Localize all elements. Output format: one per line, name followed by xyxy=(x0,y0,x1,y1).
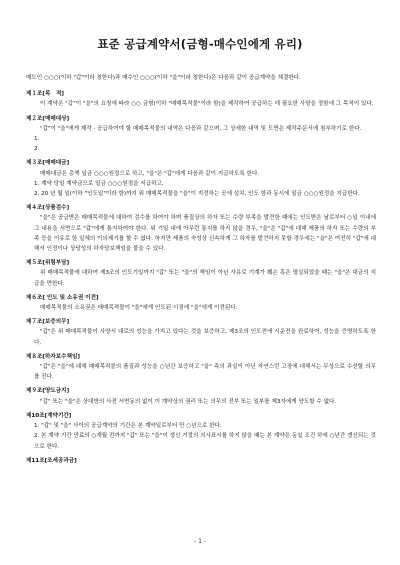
article-paragraph: "갑"은 위 매매목적물이 사양서 대로의 성능을 가지고 있다는 것을 보증하고, 제3조의 인도전에 시운전을 완료하여, 성능을 증명하도록 한다. xyxy=(34,329,376,346)
article-heading: 제11조[조세공과금] xyxy=(26,457,77,464)
document-body xyxy=(26,73,376,470)
article-list-item: 1. xyxy=(34,136,40,143)
article xyxy=(26,411,376,452)
article-paragraph: "갑"이 "을"에게 제작 · 공급하여야 할 매매목적물의 내역은 다음과 같으며, 그 상세한 내역 및 도면은 제작주문서에 첨부하기로 한다. xyxy=(40,125,362,132)
article xyxy=(26,293,376,313)
article-paragraph: 이 계약은 "갑"이 "을"의 요청에 따라 ○○ 금형(이하 "매매목적물"이라 함)을 제작하여 공급하는 데 필요한 사항을 정함에 그 목적이 있다. xyxy=(40,101,374,108)
article-paragraph: "을"은 공급받은 매매목적물에 대하여 검수를 하여야 하며 품질상의 하자 또는 수량 부족을 발견한 때에는 인도받은 날로부터 ○일 이내에 그 내용을 서면으로 "갑"에게 통지하여야 한다. 위 기일 내에 아무런 통지를 하지 않을 경우, "을"은 "갑"에 대해 제품의 하자 또는 수량의 부족 등을 이유로 한 일체의 이의제기를 할 수 없다. 하지만 제품의 숙성상 신속하게 그 하자를 발견하지 못할 경우에는 "을"은 여전히 "갑"에 대해서 인정이나 상당성의 하자담보책임을 물을 수 있다. xyxy=(34,215,376,253)
article-heading: 제３조[매매대금] xyxy=(26,160,70,167)
article xyxy=(26,317,376,348)
article xyxy=(26,258,376,289)
article xyxy=(26,158,376,199)
article-heading: 제４조[상품검수] xyxy=(26,205,70,212)
page-number: - 1 - xyxy=(194,538,206,545)
article-list-item: 2. 20 년 월 일(이하 "인도일"이라 함)까지 위 매매목적물을 "을"이 지정하는 곳에 설치, 인도 함과 동시에 일금 ○○○원정을 지급한다. xyxy=(34,191,360,198)
article-heading: 제６조[ 인도 및 소유권 이전] xyxy=(26,294,99,301)
article-heading: 제10조[계약기간] xyxy=(26,412,72,419)
article-paragraph: "갑" 또는 "을"은 상대방의 사전 서면동의 없이 이 계약상의 권리 또는 의무의 전부 또는 일부를 제3자에게 양도할 수 없다. xyxy=(40,398,337,405)
article xyxy=(26,203,376,254)
article-paragraph: 매매목적물의 소유권은 매매목적물이 "을"에게 인도된 시점에 "을"에게 이전된다. xyxy=(40,305,238,312)
intro-paragraph: 매도인 ○○○(이하 "갑"이라 칭한다)과 매수인 ○○○(이하 "을"이라 칭한다)은 다음과 같이 공급계약을 체결한다. xyxy=(26,75,301,81)
article-paragraph: "갑"은 "을"에 대해 매매목적물의 품질과 성능을 ○년간 보증하고 "을" 측의 과실이 아닌 자연스런 고장에 대해서는 무상으로 수선할 의무를 진다. xyxy=(34,364,376,381)
article xyxy=(26,352,376,383)
article-heading: 제８조[하자보수책임] xyxy=(26,353,80,360)
article-list-item: 2. xyxy=(34,146,40,153)
article-list-item: 1. 계약 당일 계약금으로 일금 ○○○원정을 지급하고, xyxy=(34,180,164,187)
article xyxy=(26,456,376,466)
article xyxy=(26,89,376,109)
article-heading: 제７조[보증의무] xyxy=(26,319,70,326)
article-paragraph: 매매대금은 총액 일금 ○○○원정으로 하고, "을"은 "갑"에게 다음과 같이 지급하도록 한다. xyxy=(40,170,260,177)
article-heading: 제１조[목 적] xyxy=(26,91,64,98)
article-heading: 제２조[매매대상] xyxy=(26,115,70,122)
document-title: 표준 공급계약서(금형-매수인에게 유리) xyxy=(97,37,303,51)
article-paragraph: 위 매매목적물에 대하여 제3조의 인도기일까지 "갑" 또는 "을"의 책임이 아닌 사유로 기계가 훼손 혹은 멸실되었을 때는 "을"은 대금의 지급을 면한다. xyxy=(34,270,376,287)
articles-list xyxy=(26,89,376,466)
article xyxy=(26,386,376,406)
article xyxy=(26,114,376,155)
article-heading: 제５조[위험부담] xyxy=(26,260,70,267)
article-list-item: 2. 본 계약 기간 만료의 ○개월 전까지 "갑" 또는 "을"이 갱신 거절의 의사표시를 하지 않을 때는 본 계약은 동일 조건 하에 ○년간 갱신되는 것으로 한다. xyxy=(34,433,376,450)
article-list-item: 1. "갑" 및 "을" 사이의 공급계약의 기간은 본 계약일로부터 만 ○년으로 한다. xyxy=(34,423,222,430)
article-heading: 제９조[양도금지] xyxy=(26,388,70,395)
